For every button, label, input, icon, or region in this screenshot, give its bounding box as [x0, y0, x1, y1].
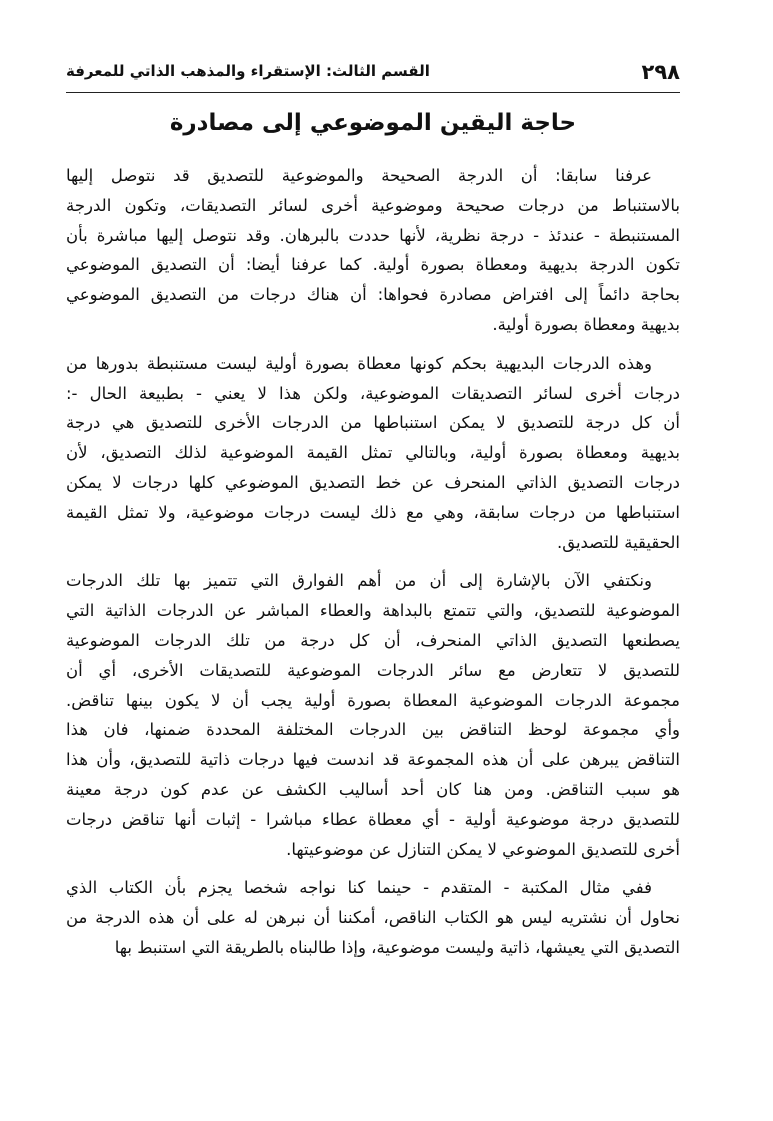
- header-rule: [66, 92, 680, 93]
- text-line: التناقض يبرهن على أن هذه المجموعة قد اندست فيها درجات ذاتية للتصديق، وأن هذا: [66, 750, 680, 770]
- text-line: للتصديق لا تتعارض مع سائر الدرجات الموضوعية للتصديقات الأخرى، أي أن: [66, 660, 680, 680]
- text-line: المستنبطة - عندئذ - درجة نظرية، لأنها حددت بالبرهان. وقد نتوصل إليها مباشرة بأن: [66, 225, 680, 245]
- text-line: الحقيقية للتصديق.: [556, 532, 680, 552]
- text-line: بديهية ومعطاة بصورة أولية.: [492, 314, 680, 334]
- page-number: ٢٩٨: [641, 60, 680, 84]
- paragraph: [66, 873, 680, 962]
- text-line: التصديق التي يعيشها، ذاتية وليست موضوعية، وإذا طالبناه بالطريقة التي استنبط بها: [114, 937, 680, 957]
- text-line: درجات التصديق الذاتي المنحرف عن خط التصديق الموضوعي كلها درجات لا يمكن: [66, 472, 680, 492]
- text-line: الموضوعية للتصديق، والتي تتمتع بالبداهة والعطاء المباشر عن الدرجات الذاتية التي: [66, 601, 680, 621]
- section-title: حاجة اليقين الموضوعي إلى مصادرة: [169, 110, 577, 136]
- text-line: للتصديق درجة موضوعية أولية - أي معطاة عطاء مباشرا - إثبات أنها تناقض درجات: [66, 809, 680, 829]
- text-line: بديهية ومعطاة بصورة أولية، وبالتالي تمثل القيمة الموضوعية لذلك التصديق، لأن: [66, 443, 680, 463]
- text-line: درجات أخرى لسائر التصديقات الموضوعية، ولكن هذا لا يعني - بطبيعة الحال -:: [66, 383, 680, 403]
- text-line: بالاستنباط من درجات صحيحة وموضوعية أخرى لسائر التصديقات، وتكون الدرجة: [66, 195, 680, 215]
- text-line: وأي مجموعة لوحظ التناقض بين الدرجات المختلفة المحددة ضمنها، فان هذا: [66, 720, 680, 740]
- text-line: ونكتفي الآن بالإشارة إلى أن من أهم الفوارق التي تتميز بها تلك الدرجات: [66, 571, 652, 591]
- text-line: يصطنعها التصديق الذاتي المنحرف، أن كل درجة من تلك الدرجات الموضوعية: [66, 630, 680, 650]
- paragraph: [66, 566, 680, 864]
- paragraph: [66, 349, 680, 558]
- text-line: أخرى للتصديق الموضوعي لا يمكن التنازل عن موضوعيتها.: [286, 839, 680, 859]
- text-line: استنباطها من درجات سابقة، وهي مع ذلك ليست درجات موضوعية، ولا تمثل القيمة: [66, 502, 680, 522]
- paragraph: [66, 161, 680, 340]
- text-line: بحاجة دائماً إلى افتراض مصادرة فحواها: أن هناك درجات من التصديق الموضوعي: [66, 285, 680, 305]
- running-head-title: القسم الثالث: الإستقراء والمذهب الذاتي للمعرفة: [66, 62, 430, 80]
- text-line: نحاول أن نشتريه ليس هو الكتاب الناقص، أمكننا أن نبرهن له على أن هذه الدرجة من: [66, 908, 680, 928]
- text-line: ففي مثال المكتبة - المتقدم - حينما كنا نواجه شخصا يجزم بأن الكتاب الذي: [66, 878, 652, 898]
- text-line: أن كل درجة للتصديق لا يمكن استنباطها من الدرجات الأخرى للتصديق هي درجة: [66, 413, 680, 433]
- text-line: تكون الدرجة بديهية ومعطاة بصورة أولية. كما عرفنا أيضا: أن التصديق الموضوعي: [66, 255, 680, 275]
- text-line: عرفنا سابقا: أن الدرجة الصحيحة والموضوعية للتصديق قد نتوصل إليها: [66, 166, 652, 185]
- text-line: وهذه الدرجات البديهية بحكم كونها معطاة بصورة أولية ليست مستنبطة بدورها من: [66, 353, 652, 373]
- text-line: مجموعة الدرجات الموضوعية المعطاة بصورة أولية يجب أن لا يكون بينها تناقض.: [66, 690, 680, 710]
- text-line: هو سبب التناقض. ومن هنا كان أحد أساليب الكشف عن عدم كون درجة معينة: [66, 779, 680, 799]
- body-text: [66, 161, 680, 972]
- running-header: [66, 60, 680, 86]
